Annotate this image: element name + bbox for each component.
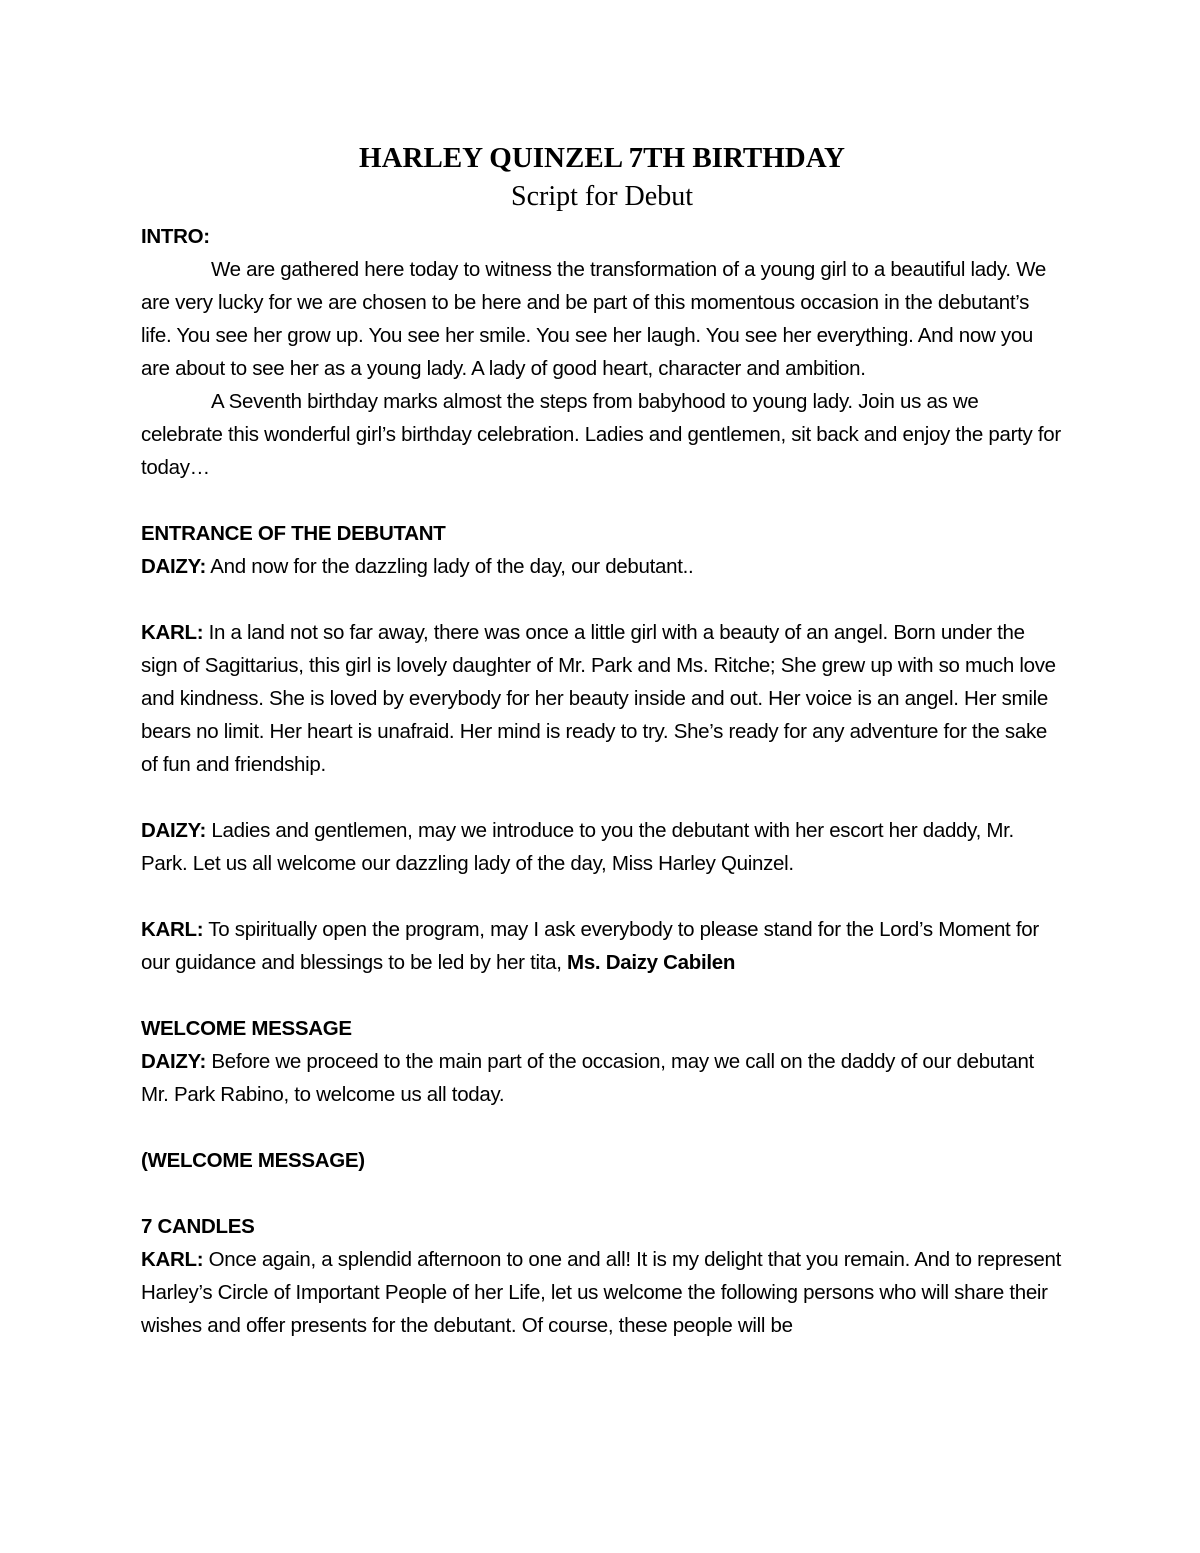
spacer bbox=[141, 781, 1063, 814]
spacer bbox=[141, 1177, 1063, 1210]
speaker-label: KARL: bbox=[141, 918, 204, 941]
document-body bbox=[141, 138, 1063, 1342]
dialogue-text: Before we proceed to the main part of the occasion, may we call on the daddy of our debutant Mr. Park Rabino, to welcome us all today. bbox=[141, 1050, 1034, 1106]
welcome-heading: WELCOME MESSAGE bbox=[141, 1017, 352, 1040]
entrance-line-2 bbox=[141, 616, 1063, 781]
entrance-line-1 bbox=[141, 550, 1063, 583]
speaker-label: KARL: bbox=[141, 1248, 204, 1271]
dialogue-text: Once again, a splendid afternoon to one and all! It is my delight that you remain. And to represent Harley’s Circle of Important People of her Life, let us welcome the following persons who will share their wishes and offer presents for the debutant. Of course, these people will be bbox=[141, 1248, 1062, 1337]
welcome-line-1 bbox=[141, 1045, 1063, 1111]
candles-heading: 7 CANDLES bbox=[141, 1215, 255, 1238]
entrance-line-3 bbox=[141, 814, 1063, 880]
dialogue-text: In a land not so far away, there was once a little girl with a beauty of an angel. Born under the sign of Sagittarius, this girl is lovely daughter of Mr. Park and Ms. Ritche; She grew up with so much love and kindness. She is loved by everybody for her beauty inside and out. Her voice is an angel. Her smile bears no limit. Her heart is unafraid. Her mind is ready to try. She’s ready for any adventure for the sake of fun and friendship. bbox=[141, 621, 1056, 776]
dialogue-text: Ladies and gentlemen, may we introduce to you the debutant with her escort her daddy, Mr. Park. Let us all welcome our dazzling lady of the day, Miss Harley Quinzel. bbox=[141, 819, 1014, 875]
dialogue-text: To spiritually open the program, may I ask everybody to please stand for the Lord’s Moment for our guidance and blessings to be led by her tita, bbox=[141, 918, 1039, 974]
speaker-label: KARL: bbox=[141, 621, 204, 644]
dialogue-text: And now for the dazzling lady of the day, our debutant.. bbox=[206, 555, 694, 578]
spacer bbox=[141, 1111, 1063, 1144]
welcome-cue: (WELCOME MESSAGE) bbox=[141, 1149, 365, 1172]
speaker-label: DAIZY: bbox=[141, 555, 207, 578]
document-subtitle: Script for Debut bbox=[511, 181, 693, 212]
bold-name: Ms. Daizy Cabilen bbox=[567, 951, 736, 974]
document-title: HARLEY QUINZEL 7TH BIRTHDAY bbox=[359, 142, 845, 174]
intro-paragraph-1: We are gathered here today to witness the transformation of a young girl to a beautiful lady. We are very lucky for we are chosen to be here and be part of this momentous occasion in the debutant’s life. You see her grow up. You see her smile. You see her laugh. You see her everything. And now you are about to see her as a young lady. A lady of good heart, character and ambition. bbox=[141, 258, 1046, 380]
entrance-line-4 bbox=[141, 913, 1063, 979]
spacer bbox=[141, 583, 1063, 616]
entrance-heading: ENTRANCE OF THE DEBUTANT bbox=[141, 522, 446, 545]
speaker-label: DAIZY: bbox=[141, 1050, 207, 1073]
intro-heading: INTRO: bbox=[141, 225, 210, 248]
spacer bbox=[141, 484, 1063, 517]
spacer bbox=[141, 880, 1063, 913]
candles-line-1 bbox=[141, 1243, 1063, 1342]
spacer bbox=[141, 979, 1063, 1012]
intro-paragraph-2: A Seventh birthday marks almost the steps from babyhood to young lady. Join us as we celebrate this wonderful girl’s birthday celebration. Ladies and gentlemen, sit back and enjoy the party for today… bbox=[141, 390, 1061, 479]
speaker-label: DAIZY: bbox=[141, 819, 207, 842]
